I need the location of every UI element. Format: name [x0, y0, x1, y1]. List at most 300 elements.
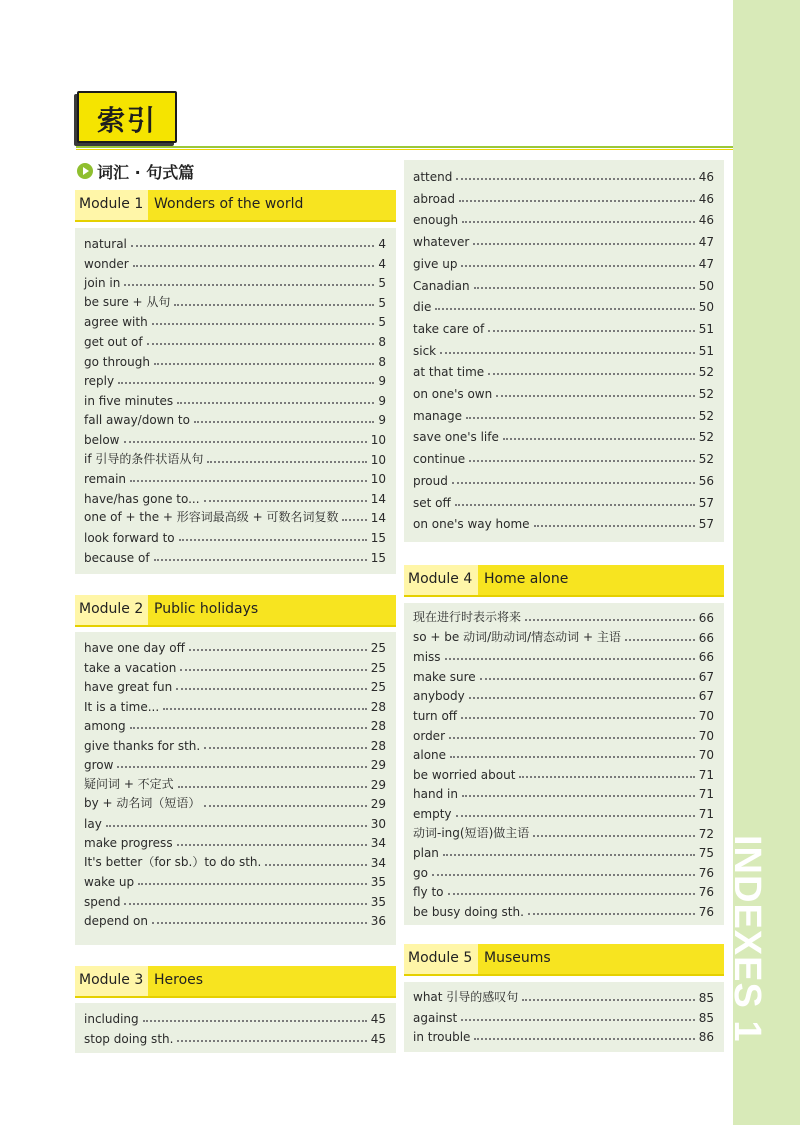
entry-page: 5 — [378, 315, 386, 330]
dot-leader — [435, 308, 694, 310]
entry-page: 47 — [698, 235, 714, 250]
entry-page: 51 — [698, 343, 714, 358]
dot-leader — [106, 825, 367, 827]
entry-page: 14 — [370, 491, 386, 506]
dot-leader — [469, 697, 695, 699]
index-entry — [413, 470, 714, 488]
module-number: Module 5 — [408, 950, 473, 966]
entry-page: 52 — [698, 452, 714, 467]
entry-page: 10 — [370, 472, 386, 487]
entry-term: natural — [84, 237, 127, 251]
dot-leader — [466, 417, 695, 419]
entry-term: make sure — [413, 669, 476, 684]
entry-term: alone — [413, 748, 447, 763]
index-entry — [413, 607, 714, 625]
entry-term: one of + the + 形容词最高级 + 可数名词复数 — [84, 510, 339, 525]
module-3-list — [75, 1003, 396, 1053]
index-entry — [413, 209, 714, 227]
dot-leader — [440, 352, 695, 354]
index-entry — [413, 361, 714, 379]
dot-leader — [496, 395, 695, 397]
index-entry — [84, 774, 386, 792]
index-entry — [84, 676, 386, 694]
index-entry — [84, 253, 386, 271]
entry-term: so + be 动词/助动词/情态动词 + 主语 — [413, 629, 621, 644]
entry-term: miss — [413, 650, 441, 665]
dot-leader — [474, 287, 695, 289]
entry-term: It is a time... — [84, 699, 160, 714]
play-arrow-icon — [77, 163, 93, 179]
section-label: 词汇 · 句式篇 — [97, 163, 195, 182]
entry-term: reply — [84, 374, 115, 389]
entry-term: against — [413, 1010, 458, 1025]
index-entry — [413, 627, 714, 645]
entry-term: order — [413, 728, 445, 743]
entry-page: 4 — [378, 237, 386, 251]
entry-term: 现在进行时表示将来 — [413, 610, 522, 624]
entry-term: remain — [84, 472, 127, 487]
title-rule — [76, 146, 733, 148]
index-entry — [84, 488, 386, 506]
dot-leader — [522, 999, 694, 1001]
module-name: Museums — [484, 950, 551, 966]
entry-term: have great fun — [84, 680, 173, 694]
index-entry — [413, 685, 714, 703]
entry-page: 51 — [698, 321, 714, 336]
index-entry — [84, 468, 386, 486]
entry-term: take care of — [413, 321, 485, 336]
dot-leader — [204, 747, 366, 749]
entry-page: 28 — [370, 738, 386, 753]
dot-leader — [178, 786, 367, 788]
entry-page: 70 — [698, 728, 714, 743]
entry-term: anybody — [413, 689, 465, 704]
entry-page: 8 — [378, 335, 386, 349]
index-entry — [84, 390, 386, 408]
index-entry — [413, 1007, 714, 1025]
entry-page: 34 — [370, 855, 386, 870]
entry-term: continue — [413, 452, 466, 467]
index-entry — [84, 311, 386, 329]
dot-leader — [204, 500, 367, 502]
entry-term: get out of — [84, 335, 143, 349]
index-entry — [413, 492, 714, 510]
index-entry — [413, 901, 714, 919]
index-entry — [413, 725, 714, 743]
entry-page: 28 — [370, 719, 386, 733]
index-entry — [413, 275, 714, 293]
entry-page: 10 — [370, 452, 386, 467]
module-3-header — [75, 966, 396, 998]
entry-page: 25 — [370, 660, 386, 675]
entry-page: 70 — [698, 748, 714, 763]
dot-leader — [177, 1040, 366, 1042]
index-entry — [413, 405, 714, 423]
entry-page: 35 — [370, 894, 386, 909]
index-entry — [413, 296, 714, 314]
dot-leader — [449, 737, 695, 739]
dot-leader — [143, 1020, 367, 1022]
index-entry — [413, 426, 714, 444]
entry-page: 52 — [698, 365, 714, 380]
index-entry — [413, 666, 714, 684]
index-entry — [84, 233, 386, 251]
entry-page: 46 — [698, 191, 714, 206]
index-entry — [84, 409, 386, 427]
dot-leader — [488, 330, 695, 332]
module-number: Module 3 — [79, 972, 144, 988]
entry-page: 67 — [698, 689, 714, 704]
module-name-box — [478, 944, 724, 974]
dot-leader — [154, 559, 367, 561]
entry-term: give thanks for sth. — [84, 738, 201, 753]
entry-term: in five minutes — [84, 393, 174, 408]
entry-term: turn off — [413, 709, 458, 723]
module-name-box — [148, 966, 396, 996]
dot-leader — [461, 265, 694, 267]
index-entry — [84, 754, 386, 772]
index-entry — [413, 823, 714, 841]
dot-leader — [163, 708, 367, 710]
entry-page: 14 — [370, 511, 386, 526]
dot-leader — [189, 649, 367, 651]
index-entry — [413, 318, 714, 336]
entry-page: 15 — [370, 550, 386, 565]
module-name: Heroes — [154, 972, 204, 988]
entry-term: sick — [413, 343, 437, 358]
dot-leader — [459, 200, 695, 202]
dot-leader — [265, 864, 366, 866]
index-entry — [413, 744, 714, 762]
entry-term: give up — [413, 256, 458, 271]
entry-page: 15 — [370, 531, 386, 545]
entry-term: go through — [84, 354, 150, 369]
module-3-list-continued — [404, 160, 724, 542]
module-1-list — [75, 228, 396, 574]
dot-leader — [456, 815, 695, 817]
dot-leader — [152, 922, 367, 924]
index-entry — [413, 881, 714, 899]
dot-leader — [207, 461, 366, 463]
index-entry — [84, 910, 386, 928]
module-2-list — [75, 632, 396, 945]
dot-leader — [177, 402, 374, 404]
entry-page: 29 — [370, 758, 386, 772]
entry-page: 46 — [698, 213, 714, 228]
entry-term: abroad — [413, 191, 455, 206]
index-entry — [84, 715, 386, 733]
entry-page: 66 — [698, 611, 714, 625]
entry-page: 66 — [698, 650, 714, 665]
entry-term: what 引导的感叹句 — [413, 990, 519, 1004]
entry-term: on one's way home — [413, 517, 530, 532]
index-entry — [413, 231, 714, 249]
dot-leader — [154, 363, 374, 365]
entry-page: 29 — [370, 797, 386, 811]
index-entry — [413, 340, 714, 358]
entry-term: take a vacation — [84, 660, 177, 675]
module-number: Module 4 — [408, 571, 473, 587]
entry-term: wonder — [84, 256, 129, 271]
index-entry — [413, 188, 714, 206]
entry-term: 动词-ing(短语)做主语 — [413, 825, 530, 840]
index-entry — [413, 764, 714, 782]
dot-leader — [461, 1019, 694, 1021]
dot-leader — [124, 903, 366, 905]
entry-term: stop doing sth. — [84, 1031, 174, 1046]
entry-term: fall away/down to — [84, 413, 190, 428]
entry-term: depend on — [84, 914, 148, 928]
index-entry — [413, 166, 714, 184]
module-2-header — [75, 595, 396, 627]
index-entry — [413, 987, 714, 1005]
entry-page: 47 — [698, 256, 714, 271]
dot-leader — [177, 844, 367, 846]
entry-term: grow — [84, 758, 114, 772]
index-entry — [84, 1028, 386, 1046]
entry-page: 52 — [698, 387, 714, 401]
index-entry — [84, 735, 386, 753]
dot-leader — [131, 245, 374, 247]
title-rule-accent — [76, 149, 733, 150]
entry-page: 67 — [698, 669, 714, 684]
entry-page: 9 — [378, 413, 386, 428]
entry-page: 56 — [698, 473, 714, 488]
entry-page: 57 — [698, 517, 714, 532]
entry-page: 36 — [370, 914, 386, 928]
dot-leader — [450, 756, 695, 758]
index-entry — [413, 1026, 714, 1044]
entry-term: enough — [413, 213, 459, 228]
entry-term: make progress — [84, 836, 173, 850]
index-entry — [413, 383, 714, 401]
index-entry — [413, 803, 714, 821]
dot-leader — [174, 304, 374, 306]
module-name: Home alone — [484, 571, 569, 587]
module-1-header — [75, 190, 396, 222]
index-entry — [84, 527, 386, 545]
entry-term: have/has gone to... — [84, 491, 200, 506]
dot-leader — [462, 795, 695, 797]
dot-leader — [503, 438, 695, 440]
dot-leader — [455, 504, 695, 506]
index-entry — [84, 292, 386, 310]
dot-leader — [133, 265, 375, 267]
entry-page: 9 — [378, 393, 386, 408]
dot-leader — [342, 519, 366, 521]
entry-page: 9 — [378, 374, 386, 389]
entry-term: set off — [413, 495, 451, 510]
entry-term: be worried about — [413, 767, 516, 782]
dot-leader — [124, 441, 367, 443]
entry-term: empty — [413, 807, 452, 821]
page-title: 索引 — [96, 104, 157, 137]
dot-leader — [480, 678, 695, 680]
page-title-box — [77, 91, 177, 143]
entry-page: 71 — [698, 807, 714, 821]
entry-term: agree with — [84, 315, 148, 330]
entry-term: below — [84, 433, 120, 447]
module-5-list — [404, 982, 724, 1052]
index-entry — [413, 513, 714, 531]
module-name-box — [148, 595, 396, 625]
entry-page: 71 — [698, 787, 714, 802]
dot-leader — [525, 619, 695, 621]
index-entry — [84, 793, 386, 811]
index-entry — [84, 832, 386, 850]
dot-leader — [130, 727, 367, 729]
entry-page: 28 — [370, 699, 386, 714]
dot-leader — [176, 688, 366, 690]
index-entry — [84, 429, 386, 447]
entry-page: 10 — [370, 433, 386, 447]
entry-page: 76 — [698, 905, 714, 919]
entry-page: 29 — [370, 777, 386, 792]
entry-term: lay — [84, 816, 102, 831]
entry-term: attend — [413, 170, 453, 184]
entry-term: 疑问词 + 不定式 — [84, 776, 174, 791]
dot-leader — [432, 874, 695, 876]
dot-leader — [533, 835, 694, 837]
dot-leader — [443, 854, 695, 856]
index-entry — [413, 646, 714, 664]
dot-leader — [473, 243, 694, 245]
index-entry — [84, 272, 386, 290]
dot-leader — [456, 178, 694, 180]
index-entry — [413, 705, 714, 723]
entry-term: among — [84, 719, 126, 733]
entry-term: have one day off — [84, 641, 185, 655]
dot-leader — [179, 539, 367, 541]
dot-leader — [118, 382, 374, 384]
entry-page: 25 — [370, 680, 386, 694]
module-name-box — [148, 190, 396, 220]
index-entry — [84, 331, 386, 349]
dot-leader — [117, 766, 366, 768]
dot-leader — [180, 669, 366, 671]
entry-term: if 引导的条件状语从句 — [84, 451, 204, 466]
entry-term: be sure + 从句 — [84, 294, 171, 309]
entry-term: in trouble — [413, 1030, 471, 1045]
entry-term: Canadian — [413, 278, 470, 293]
entry-term: die — [413, 300, 432, 315]
index-entry — [413, 842, 714, 860]
index-entry — [413, 783, 714, 801]
entry-page: 52 — [698, 430, 714, 445]
dot-leader — [448, 893, 695, 895]
entry-page: 4 — [378, 256, 386, 271]
entry-page: 25 — [370, 641, 386, 655]
entry-page: 45 — [370, 1031, 386, 1046]
dot-leader — [528, 913, 695, 915]
entry-term: on one's own — [413, 387, 493, 401]
entry-term: look forward to — [84, 531, 175, 545]
dot-leader — [469, 460, 695, 462]
entry-page: 75 — [698, 846, 714, 861]
module-name-box — [478, 565, 724, 595]
dot-leader — [452, 482, 695, 484]
index-entry — [84, 449, 386, 467]
entry-term: go — [413, 865, 428, 880]
index-entry — [413, 253, 714, 271]
entry-page: 34 — [370, 836, 386, 850]
entry-page: 66 — [698, 630, 714, 645]
entry-term: manage — [413, 408, 463, 423]
dot-leader — [462, 221, 695, 223]
entry-term: save one's life — [413, 430, 499, 445]
entry-term: whatever — [413, 235, 470, 250]
index-entry — [413, 862, 714, 880]
dot-leader — [445, 658, 695, 660]
entry-page: 71 — [698, 767, 714, 782]
dot-leader — [194, 421, 374, 423]
entry-term: proud — [413, 473, 448, 488]
index-entry — [84, 696, 386, 714]
dot-leader — [519, 776, 694, 778]
dot-leader — [147, 343, 375, 345]
index-entry — [84, 871, 386, 889]
entry-page: 85 — [698, 991, 714, 1005]
entry-term: at that time — [413, 365, 485, 380]
module-name: Public holidays — [154, 601, 259, 617]
entry-page: 70 — [698, 709, 714, 723]
dot-leader — [124, 284, 374, 286]
dot-leader — [625, 639, 695, 641]
dot-leader — [461, 717, 695, 719]
entry-page: 5 — [378, 295, 386, 310]
module-4-header — [404, 565, 724, 597]
entry-page: 76 — [698, 885, 714, 900]
module-5-header — [404, 944, 724, 976]
entry-term: wake up — [84, 875, 135, 889]
entry-term: hand in — [413, 787, 458, 802]
entry-term: It's better（for sb.）to do sth. — [84, 854, 262, 869]
module-4-list — [404, 603, 724, 925]
side-label: INDEXES 1 — [726, 835, 768, 1043]
entry-term: join in — [84, 276, 121, 291]
dot-leader — [488, 373, 695, 375]
index-entry — [84, 813, 386, 831]
index-entry — [84, 852, 386, 870]
entry-page: 46 — [698, 170, 714, 184]
entry-page: 30 — [370, 816, 386, 831]
entry-page: 86 — [698, 1030, 714, 1045]
module-name: Wonders of the world — [154, 196, 304, 212]
entry-term: by + 动名词（短语） — [84, 796, 201, 810]
entry-page: 50 — [698, 278, 714, 293]
dot-leader — [152, 323, 375, 325]
module-number: Module 2 — [79, 601, 144, 617]
entry-page: 50 — [698, 300, 714, 315]
entry-term: be busy doing sth. — [413, 905, 524, 919]
entry-term: including — [84, 1012, 139, 1026]
entry-page: 85 — [698, 1010, 714, 1025]
index-entry — [84, 657, 386, 675]
module-number: Module 1 — [79, 196, 144, 212]
index-entry — [84, 1008, 386, 1026]
dot-leader — [138, 883, 367, 885]
entry-page: 45 — [370, 1012, 386, 1026]
entry-term: fly to — [413, 885, 444, 900]
entry-page: 76 — [698, 865, 714, 880]
entry-page: 8 — [378, 354, 386, 369]
entry-term: spend — [84, 894, 121, 909]
index-entry — [84, 547, 386, 565]
entry-term: plan — [413, 846, 439, 861]
dot-leader — [204, 805, 366, 807]
entry-page: 57 — [698, 495, 714, 510]
index-entry — [84, 370, 386, 388]
